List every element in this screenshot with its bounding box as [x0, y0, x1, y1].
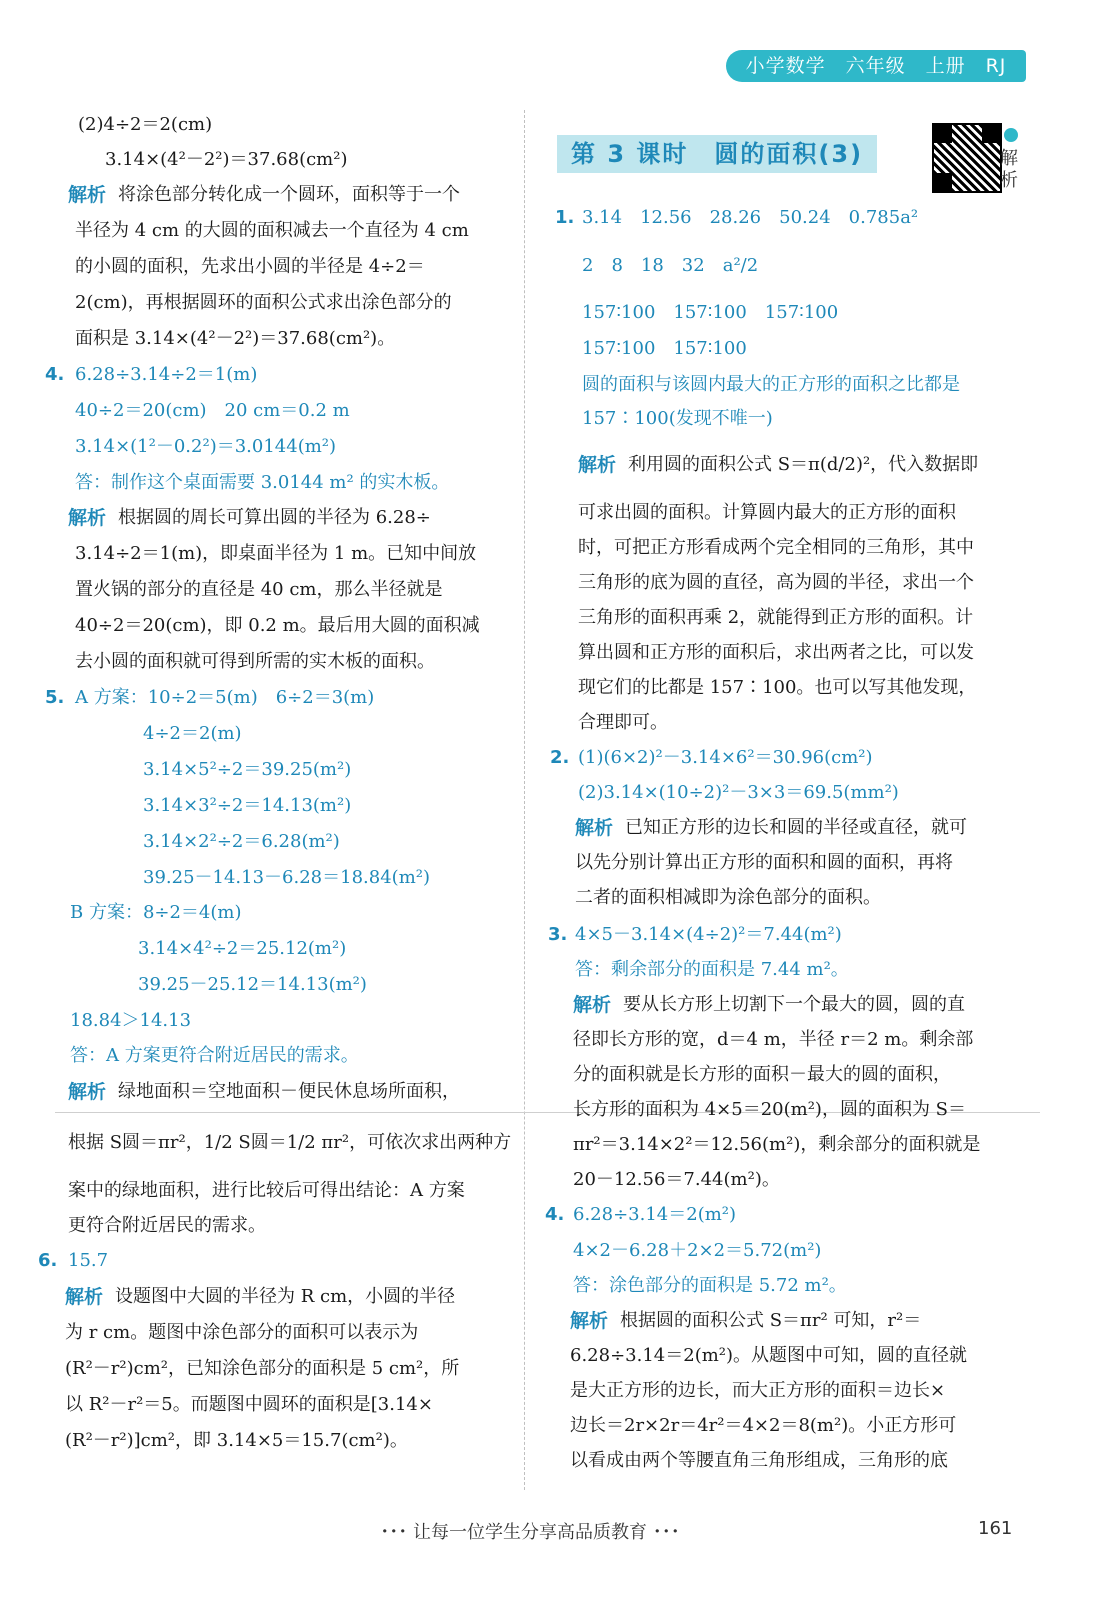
- page-number: 161: [978, 1518, 1013, 1539]
- text-line: 绿地面积＝空地面积－便民休息场所面积，: [118, 1081, 460, 1102]
- analysis-tag: 解析: [575, 817, 614, 839]
- question-number: 4.: [45, 364, 65, 385]
- text-line: 已知正方形的边长和圆的半径或直径，就可: [625, 817, 967, 838]
- text-line: 3.14×(1²－0.2²)＝3.0144(m²): [75, 436, 337, 457]
- text-line: 15.7: [68, 1250, 109, 1271]
- text-line: 3.14 12.56 28.26 50.24 0.785a²: [582, 207, 919, 228]
- text-line: 分的面积就是长方形的面积－最大的圆的面积，: [573, 1064, 951, 1085]
- text-line: (2)4÷2＝2(cm): [78, 114, 213, 135]
- text-line: 算出圆和正方形的面积后，求出两者之比，可以发: [578, 642, 974, 663]
- text-line: 边长＝2r×2r＝4r²＝4×2＝8(m²)。小正方形可: [570, 1415, 957, 1436]
- text-line: B 方案：8÷2＝4(m): [70, 902, 242, 923]
- question-number: 4.: [545, 1204, 565, 1225]
- text-line: 根据圆的面积公式 S＝πr² 可知，r²＝: [620, 1310, 922, 1331]
- text-line: (1)(6×2)²－3.14×6²＝30.96(cm²): [578, 747, 873, 768]
- text-line: πr²＝3.14×2²＝12.56(m²)，剩余部分的面积就是: [573, 1134, 981, 1155]
- analysis-tag: 解析: [573, 994, 612, 1016]
- qr-label: 解析: [1000, 148, 1018, 191]
- question-number: 2.: [550, 747, 570, 768]
- text-line: 4×2－6.28＋2×2＝5.72(m²): [573, 1240, 822, 1261]
- text-line: 3.14×4²÷2＝25.12(m²): [138, 938, 347, 959]
- text-line: 3.14÷2＝1(m)，即桌面半径为 1 m。已知中间放: [75, 543, 477, 564]
- text-line: 答：制作这个桌面需要 3.0144 m² 的实木板。: [75, 472, 450, 493]
- text-line: 合理即可。: [578, 712, 668, 733]
- text-line: 设题图中大圆的半径为 R cm，小圆的半径: [115, 1286, 456, 1307]
- text-line: 答：A 方案更符合附近居民的需求。: [70, 1045, 359, 1066]
- text-line: 去小圆的面积就可得到所需的实木板的面积。: [75, 651, 435, 672]
- text-line: 根据 S圆＝πr²，1/2 S圆＝1/2 πr²，可依次求出两种方: [68, 1132, 512, 1153]
- text-line: 3.14×5²÷2＝39.25(m²): [143, 759, 352, 780]
- book-header: 小学数学 六年级 上册 RJ: [726, 50, 1026, 82]
- text-line: 要从长方形上切割下一个最大的圆，圆的直: [623, 994, 965, 1015]
- text-line: 利用圆的面积公式 S＝π(d/2)²，代入数据即: [628, 454, 979, 475]
- lesson-title: 第 3 课时 圆的面积(3): [557, 135, 877, 173]
- column-divider: [524, 110, 525, 1490]
- text-line: 2(cm)，再根据圆环的面积公式求出涂色部分的: [75, 292, 452, 313]
- text-line: 18.84＞14.13: [70, 1010, 192, 1031]
- text-line: 根据圆的周长可算出圆的半径为 6.28÷: [118, 507, 431, 528]
- analysis-tag: 解析: [65, 1286, 104, 1308]
- text-line: (R²－r²)]cm²，即 3.14×5＝15.7(cm²)。: [65, 1430, 408, 1451]
- text-line: 39.25－25.12＝14.13(m²): [138, 974, 367, 995]
- text-line: 3.14×2²÷2＝6.28(m²): [143, 831, 340, 852]
- text-line: 3.14×3²÷2＝14.13(m²): [143, 795, 352, 816]
- analysis-tag: 解析: [578, 454, 617, 476]
- text-line: 更符合附近居民的需求。: [68, 1215, 266, 1236]
- text-line: 以 R²－r²＝5。而题图中圆环的面积是[3.14×: [65, 1394, 433, 1415]
- analysis-tag: 解析: [68, 184, 107, 206]
- text-line: 是大正方形的边长，而大正方形的面积＝边长×: [570, 1380, 946, 1401]
- text-line: 4×5－3.14×(4÷2)²＝7.44(m²): [575, 924, 842, 945]
- text-line: 40÷2＝20(cm) 20 cm＝0.2 m: [75, 400, 350, 421]
- text-line: 6.28÷3.14÷2＝1(m): [75, 364, 258, 385]
- text-line: 三角形的面积再乘 2，就能得到正方形的面积。计: [578, 607, 974, 628]
- question-number: 3.: [548, 924, 568, 945]
- text-line: (2)3.14×(10÷2)²－3×3＝69.5(mm²): [578, 782, 899, 803]
- text-line: 现它们的比都是 157∶100。也可以写其他发现，: [578, 677, 977, 698]
- text-line: 157∶100(发现不唯一): [582, 408, 773, 429]
- text-line: 6.28÷3.14＝2(m²): [573, 1204, 737, 1225]
- qr-code-icon[interactable]: [932, 123, 1002, 193]
- text-line: 以看成由两个等腰直角三角形组成，三角形的底: [570, 1450, 948, 1471]
- text-line: 3.14×(4²－2²)＝37.68(cm²): [105, 149, 348, 170]
- text-line: 的小圆的面积，先求出小圆的半径是 4÷2＝: [75, 256, 425, 277]
- text-line: 答：涂色部分的面积是 5.72 m²。: [573, 1275, 847, 1296]
- footer-slogan: ･･･ 让每一位学生分享高品质教育 ･･･: [380, 1522, 680, 1543]
- text-line: 157∶100 157∶100 157∶100: [582, 302, 839, 323]
- text-line: 39.25－14.13－6.28＝18.84(m²): [143, 867, 430, 888]
- text-line: 答：剩余部分的面积是 7.44 m²。: [575, 959, 849, 980]
- text-line: 可求出圆的面积。计算圆内最大的正方形的面积: [578, 502, 956, 523]
- text-line: 案中的绿地面积，进行比较后可得出结论：A 方案: [68, 1180, 465, 1201]
- play-icon[interactable]: [1004, 128, 1018, 142]
- text-line: 置火锅的部分的直径是 40 cm，那么半径就是: [75, 579, 443, 600]
- text-line: 二者的面积相减即为涂色部分的面积。: [575, 887, 881, 908]
- question-number: 6.: [38, 1250, 58, 1271]
- analysis-tag: 解析: [570, 1310, 609, 1332]
- text-line: 半径为 4 cm 的大圆的面积减去一个直径为 4 cm: [75, 220, 469, 241]
- question-number: 5.: [45, 687, 65, 708]
- text-line: 时，可把正方形看成两个完全相同的三角形，其中: [578, 537, 974, 558]
- text-line: 三角形的底为圆的直径，高为圆的半径，求出一个: [578, 572, 974, 593]
- text-line: 将涂色部分转化成一个圆环，面积等于一个: [118, 184, 460, 205]
- text-line: 以先分别计算出正方形的面积和圆的面积，再将: [575, 852, 953, 873]
- question-number: 1.: [555, 207, 575, 228]
- text-line: (R²－r²)cm²，已知涂色部分的面积是 5 cm²，所: [65, 1358, 460, 1379]
- text-line: 40÷2＝20(cm)，即 0.2 m。最后用大圆的面积减: [75, 615, 480, 636]
- text-line: A 方案：10÷2＝5(m) 6÷2＝3(m): [75, 687, 375, 708]
- text-line: 圆的面积与该圆内最大的正方形的面积之比都是: [582, 374, 960, 395]
- text-line: 长方形的面积为 4×5＝20(m²)，圆的面积为 S＝: [573, 1099, 966, 1120]
- text-line: 面积是 3.14×(4²－2²)＝37.68(cm²)。: [75, 328, 396, 349]
- text-line: 2 8 18 32 a²/2: [582, 255, 759, 276]
- text-line: 为 r cm。题图中涂色部分的面积可以表示为: [65, 1322, 419, 1343]
- analysis-tag: 解析: [68, 507, 107, 529]
- text-line: 6.28÷3.14＝2(m²)。从题图中可知，圆的直径就: [570, 1345, 968, 1366]
- text-line: 20－12.56＝7.44(m²)。: [573, 1169, 780, 1190]
- analysis-tag: 解析: [68, 1081, 107, 1103]
- text-line: 157∶100 157∶100: [582, 338, 747, 359]
- text-line: 4÷2＝2(m): [143, 723, 242, 744]
- text-line: 径即长方形的宽，d＝4 m，半径 r＝2 m。剩余部: [573, 1029, 974, 1050]
